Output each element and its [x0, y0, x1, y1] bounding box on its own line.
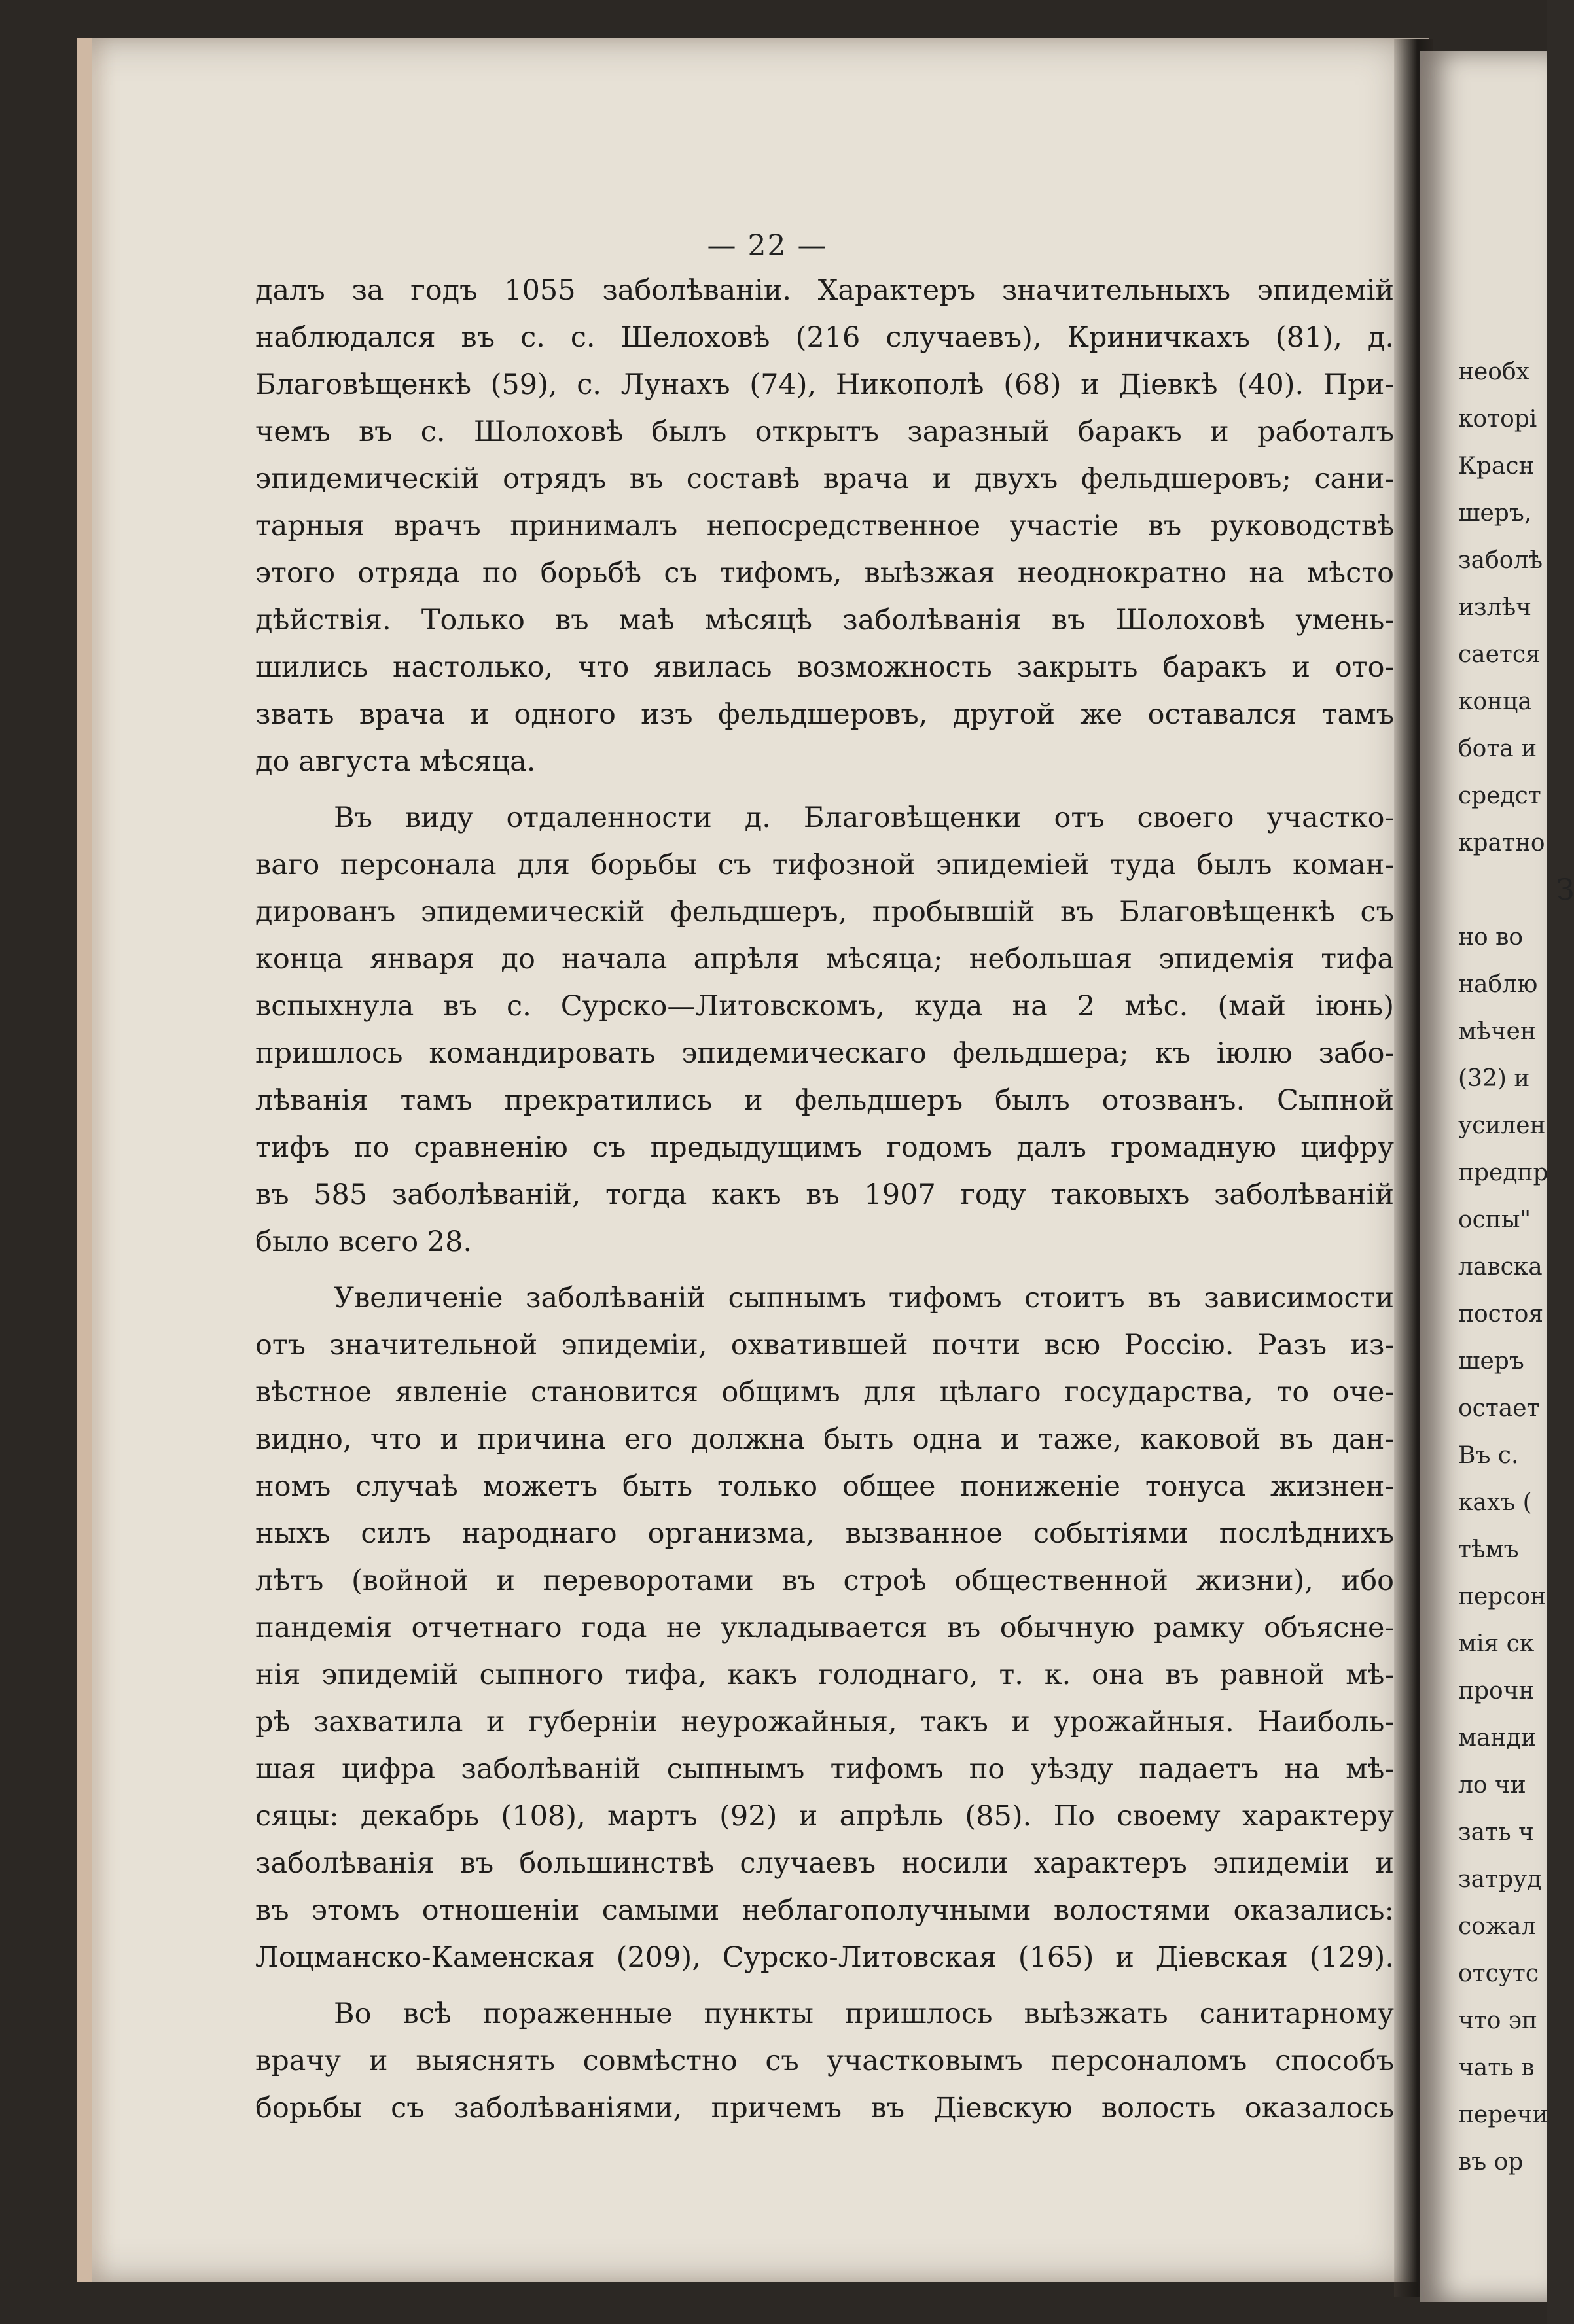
text-line: далъ за годъ 1055 заболѣваніи. Характеръ значительныхъ эпидемій: [255, 274, 1394, 307]
text-line: шились настолько, что явилась возможность закрыть баракъ и ото-: [255, 651, 1394, 684]
right-text-fragment: кратно: [1458, 830, 1545, 856]
text-line: Во всѣ пораженные пункты пришлось выѣзжать санитарному: [334, 1998, 1394, 2030]
text-line: было всего 28.: [255, 1225, 473, 1258]
text-line: заболѣванія въ большинствѣ случаевъ носили характеръ эпидеміи и: [255, 1847, 1394, 1880]
right-text-fragment: затруд: [1458, 1866, 1542, 1893]
right-text-fragment: манди: [1458, 1725, 1537, 1752]
right-text-fragment: которі: [1458, 406, 1537, 432]
text-line: чемъ въ с. Шолоховѣ былъ открытъ заразный баракъ и работалъ: [255, 415, 1394, 448]
text-line: вспыхнула въ с. Сурско—Литовскомъ, куда на 2 мѣс. (май іюнь): [255, 990, 1394, 1023]
right-text-fragment: перечи: [1458, 2102, 1548, 2128]
text-line: звать врача и одного изъ фельдшеровъ, другой же оставался тамъ: [255, 698, 1394, 731]
text-line: тифъ по сравненію съ предыдущимъ годомъ далъ громадную цифру: [255, 1131, 1394, 1164]
text-line: дѣйствія. Только въ маѣ мѣсяцѣ заболѣванія въ Шолоховѣ умень-: [255, 604, 1394, 637]
text-line: ваго персонала для борьбы съ тифозной эпидеміей туда былъ коман-: [255, 849, 1394, 881]
text-line: наблюдался въ с. с. Шелоховѣ (216 случаевъ), Криничкахъ (81), д.: [255, 321, 1394, 354]
text-line: сяцы: декабрь (108), мартъ (92) и апрѣль (85). По своему характеру: [255, 1800, 1394, 1833]
right-text-fragment: бота и: [1458, 735, 1537, 762]
right-text-fragment: но во: [1458, 924, 1524, 951]
right-text-fragment: ло чи: [1458, 1772, 1526, 1799]
right-page: [1420, 51, 1574, 2302]
text-line: этого отряда по борьбѣ съ тифомъ, выѣзжая неоднократно на мѣсто: [255, 557, 1394, 590]
text-line: лѣтъ (войной и переворотами въ строѣ общественной жизни), ибо: [255, 1564, 1394, 1597]
right-text-fragment: заболѣ: [1458, 547, 1543, 574]
right-text-fragment: конца: [1458, 688, 1532, 715]
text-line: борьбы съ заболѣваніями, причемъ въ Діевскую волость оказалось: [255, 2092, 1394, 2124]
text-line: дированъ эпидемическій фельдшеръ, пробывшій въ Благовѣщенкѣ съ: [255, 896, 1394, 928]
text-line: въ 585 заболѣваній, тогда какъ въ 1907 году таковыхъ заболѣваній: [255, 1178, 1394, 1211]
right-text-fragment: кахъ (: [1458, 1489, 1532, 1516]
right-text-fragment: постоя: [1458, 1301, 1544, 1328]
text-line: нія эпидемій сыпного тифа, какъ голоднаго, т. к. она въ равной мѣ-: [255, 1659, 1394, 1691]
text-line: Лоцманско-Каменская (209), Сурско-Литовская (165) и Діевская (129).: [255, 1941, 1394, 1974]
right-page-text: [1458, 349, 1574, 2186]
text-line: Благовѣщенкѣ (59), с. Лунахъ (74), Никополѣ (68) и Діевкѣ (40). При-: [255, 368, 1394, 401]
text-line: вѣстное явленіе становится общимъ для цѣлаго государства, то оче-: [255, 1376, 1394, 1409]
text-line: врачу и выяснять совмѣстно съ участковымъ персоналомъ способъ: [255, 2045, 1394, 2077]
right-text-fragment: Въ с.: [1458, 1442, 1519, 1469]
right-text-fragment: излѣч: [1458, 594, 1532, 621]
right-text-fragment: сожал: [1458, 1913, 1537, 1940]
right-text-fragment: Красн: [1458, 453, 1535, 480]
right-text-fragment: средст: [1458, 783, 1541, 809]
text-line: лѣванія тамъ прекратились и фельдшеръ былъ отозванъ. Сыпной: [255, 1084, 1394, 1117]
text-line: Въ виду отдаленности д. Благовѣщенки отъ своего участко-: [334, 801, 1394, 834]
right-text-fragment: мѣчен: [1458, 1018, 1536, 1045]
right-text-fragment: лавска: [1458, 1254, 1543, 1280]
text-line: пандемія отчетнаго года не укладывается въ обычную рамку объясне-: [255, 1611, 1394, 1644]
right-text-fragment: чать в: [1458, 2054, 1535, 2081]
right-text-fragment: З: [1556, 873, 1574, 907]
right-text-fragment: тѣмъ: [1458, 1536, 1519, 1563]
right-text-fragment: прочн: [1458, 1678, 1535, 1704]
right-text-fragment: сается: [1458, 641, 1541, 668]
right-text-fragment: мія ск: [1458, 1630, 1535, 1657]
right-text-fragment: персон: [1458, 1583, 1547, 1610]
text-line: эпидемическій отрядъ въ составѣ врача и двухъ фельдшеровъ; сани-: [255, 463, 1394, 495]
right-text-fragment: предпр: [1458, 1159, 1548, 1186]
text-line: пришлось командировать эпидемическаго фельдшера; къ іюлю забо-: [255, 1037, 1394, 1070]
text-line: до августа мѣсяца.: [255, 745, 536, 778]
text-line: конца января до начала апрѣля мѣсяца; небольшая эпидемія тифа: [255, 943, 1394, 976]
right-text-fragment: усилен: [1458, 1112, 1546, 1139]
right-text-fragment: наблю: [1458, 971, 1538, 998]
main-body-text: [255, 267, 1394, 2132]
right-text-fragment: необх: [1458, 359, 1529, 385]
right-text-fragment: остает: [1458, 1395, 1540, 1422]
right-text-fragment: зать ч: [1458, 1819, 1534, 1846]
right-text-fragment: въ ор: [1458, 2149, 1524, 2175]
right-text-fragment: что эп: [1458, 2007, 1537, 2034]
right-text-fragment: оспы": [1458, 1206, 1531, 1233]
text-line: въ этомъ отношеніи самыми неблагополучными волостями оказались:: [255, 1894, 1394, 1927]
right-text-fragment: шеръ: [1458, 1348, 1524, 1375]
right-text-fragment: отсутс: [1458, 1960, 1539, 1987]
right-text-fragment: (32) и: [1458, 1065, 1530, 1092]
text-line: ныхъ силъ народнаго организма, вызванное событіями послѣднихъ: [255, 1517, 1394, 1550]
text-line: отъ значительной эпидеміи, охватившей почти всю Россію. Разъ из-: [255, 1329, 1394, 1362]
text-line: тарныя врачъ принималъ непосредственное участіе въ руководствѣ: [255, 510, 1394, 542]
page-number: — 22 —: [707, 229, 828, 262]
text-line: шая цифра заболѣваній сыпнымъ тифомъ по уѣзду падаетъ на мѣ-: [255, 1753, 1394, 1786]
text-line: номъ случаѣ можетъ быть только общее пониженіе тонуса жизнен-: [255, 1470, 1394, 1503]
text-line: рѣ захватила и губерніи неурожайныя, такъ и урожайныя. Наиболь-: [255, 1706, 1394, 1738]
text-line: Увеличеніе заболѣваній сыпнымъ тифомъ стоитъ въ зависимости: [334, 1282, 1394, 1314]
right-text-fragment: шеръ,: [1458, 500, 1532, 527]
text-line: видно, что и причина его должна быть одна и таже, каковой въ дан-: [255, 1423, 1394, 1456]
